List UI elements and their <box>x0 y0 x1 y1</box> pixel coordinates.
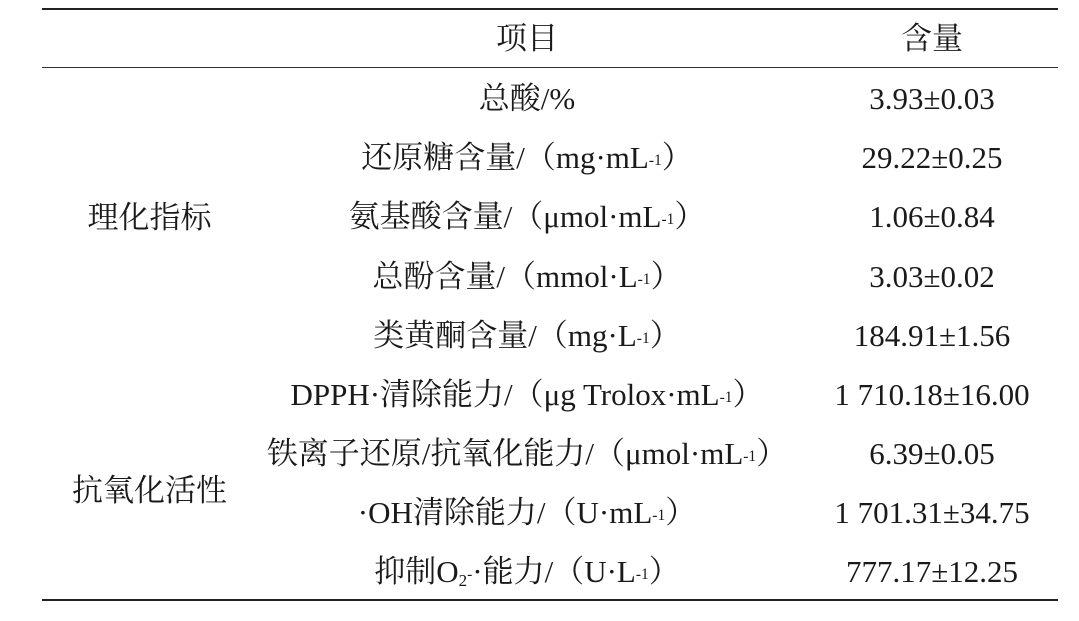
row-item-reducing-sugar: 还原糖含量$/(mg\cdot mL^{-1})$ <box>361 140 693 175</box>
table-header-rule <box>42 67 1058 68</box>
row-value-oh: 1 701.31±34.75 <box>834 495 1030 530</box>
row-item-oh: ·OH清除能力$/(U\cdot mL^{-1})$ <box>357 495 697 530</box>
row-item-dpph: DPPH·清除能力/（μg $Trolox\cdot mL^{-1}$） <box>290 377 764 412</box>
row-value-reducing-sugar: 29.22±0.25 <box>861 140 1003 175</box>
header-item: 项目 <box>496 21 558 56</box>
row-item-superoxide: 抑制$O_2^-\cdot$能力$/(U\cdot L^{-1})$ <box>374 554 680 591</box>
row-item-total-acid: 总酸/% <box>478 81 576 116</box>
row-item-total-phenol: 总酚含量$/(mmol\cdot L^{-1})$ <box>372 259 682 294</box>
row-value-dpph: 1 710.18±16.00 <box>834 377 1030 412</box>
row-value-frap: 6.39±0.05 <box>869 436 995 471</box>
row-item-amino-acid: 氨基酸含量$/(\mu mol\cdot mL^{-1})$ <box>348 199 706 234</box>
header-value: 含量 <box>901 21 963 56</box>
row-item-flavonoid: 类黄酮含量$/(mg\cdot L^{-1})$ <box>373 318 681 353</box>
group-label-antioxidant: 抗氧化活性 <box>72 473 227 508</box>
group-label-physicochemical: 理化指标 <box>87 200 212 235</box>
row-value-amino-acid: 1.06±0.84 <box>869 199 995 234</box>
table-bottom-rule <box>42 599 1058 601</box>
row-item-frap: 铁离子还原/抗氧化能力$/(\mu mol\cdot mL^{-1})$ <box>266 436 788 471</box>
table-top-rule <box>42 8 1058 10</box>
row-value-flavonoid: 184.91±1.56 <box>853 318 1011 353</box>
row-value-superoxide: 777.17±12.25 <box>845 554 1018 589</box>
row-value-total-acid: 3.93±0.03 <box>869 81 995 116</box>
row-value-total-phenol: 3.03±0.02 <box>869 259 995 294</box>
